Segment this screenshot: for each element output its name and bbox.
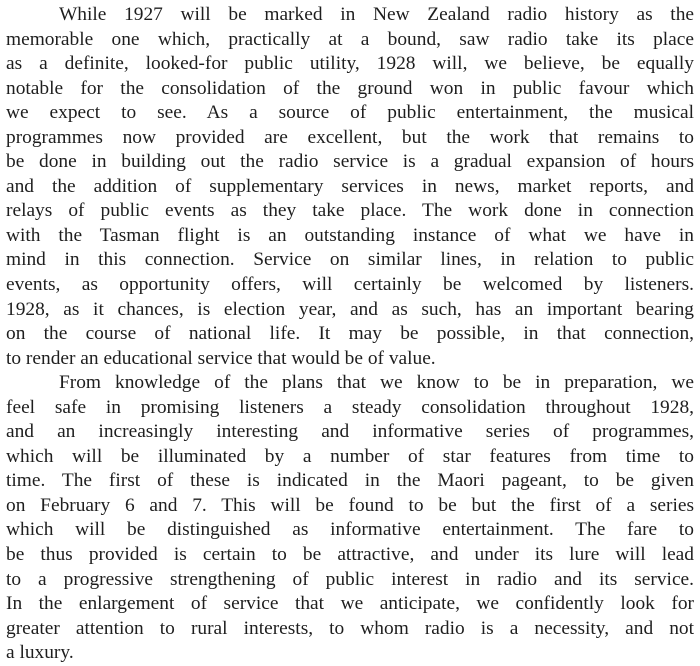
text-line: time. The first of these is indicated in the Maori pageant, to be given xyxy=(6,470,694,492)
text-line: and an increasingly interesting and informative series of programmes, xyxy=(6,421,694,443)
text-line: on February 6 and 7. This will be found to be but the first of a series xyxy=(6,494,694,516)
text-line: feel safe in promising listeners a steady consolidation throughout 1928, xyxy=(6,396,694,418)
text-line: on the course of national life. It may be possible, in that connection, xyxy=(6,323,694,345)
text-line: greater attention to rural interests, to whom radio is a necessity, and not xyxy=(6,617,694,639)
text-line: which will be distinguished as informative entertainment. The fare to xyxy=(6,519,694,541)
text-line: From knowledge of the plans that we know to be in preparation, we xyxy=(59,372,694,394)
text-line: a luxury. xyxy=(6,642,74,664)
paragraph-2 xyxy=(6,371,694,666)
text-line: which will be illuminated by a number of star features from time to xyxy=(6,445,694,467)
text-line: and the addition of supplementary services in news, market reports, and xyxy=(6,175,694,197)
text-line: notable for the consolidation of the ground won in public favour which xyxy=(6,77,694,99)
text-line: In the enlargement of service that we anticipate, we confidently look for xyxy=(6,593,694,615)
paragraph-1 xyxy=(6,3,694,371)
text-line: be done in building out the radio service is a gradual expansion of hours xyxy=(6,151,694,173)
text-line: programmes now provided are excellent, but the work that remains to xyxy=(6,126,694,148)
text-line: to render an educational service that would be of value. xyxy=(6,347,436,369)
text-line: with the Tasman flight is an outstanding instance of what we have in xyxy=(6,224,694,246)
text-line: mind in this connection. Service on similar lines, in relation to public xyxy=(6,249,694,271)
text-line: as a definite, looked-for public utility, 1928 will, we believe, be equally xyxy=(6,53,694,75)
text-line: memorable one which, practically at a bound, saw radio take its place xyxy=(6,28,694,50)
text-line: to a progressive strengthening of public interest in radio and its service. xyxy=(6,568,694,590)
text-line: be thus provided is certain to be attractive, and under its lure will lead xyxy=(6,544,694,566)
text-line: While 1927 will be marked in New Zealand radio history as the xyxy=(59,4,694,25)
text-line: we expect to see. As a source of public entertainment, the musical xyxy=(6,102,694,124)
text-line: 1928, as it chances, is election year, and as such, has an important bearing xyxy=(6,298,694,320)
text-line: relays of public events as they take place. The work done in connection xyxy=(6,200,694,222)
text-line: events, as opportunity offers, will certainly be welcomed by listeners. xyxy=(6,274,694,296)
